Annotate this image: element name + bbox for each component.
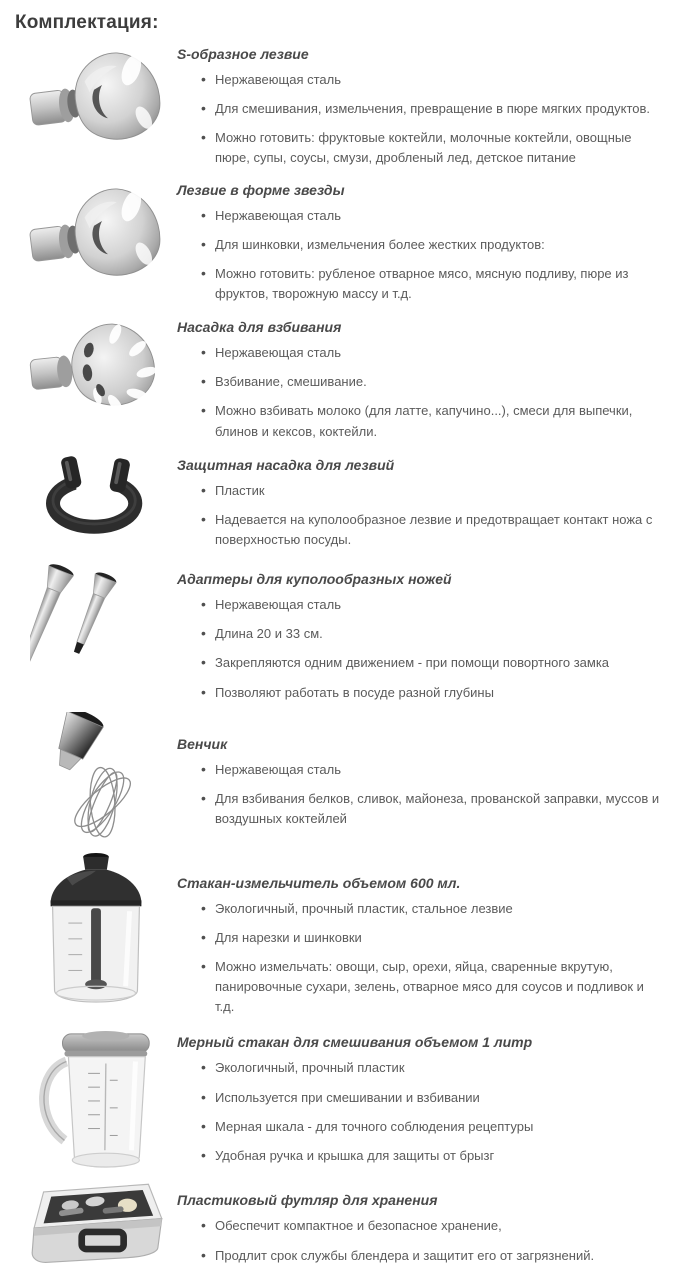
bullet-item: • Обеспечит компактное и безопасное хранение, <box>201 1216 663 1236</box>
section-title: Лезвие в форме звезды <box>177 181 345 198</box>
bullet-item: • Для взбивания белков, сливок, майонеза, прованской заправки, муссов и воздушных коктейлей <box>201 789 663 829</box>
sections-list <box>15 42 667 1276</box>
section-title: Адаптеры для куполообразных ножей <box>177 571 452 588</box>
adapters-image <box>15 559 177 689</box>
product-section <box>15 451 667 559</box>
whipping-disc-image <box>15 313 177 412</box>
bullet-item: • Можно готовить: рубленое отварное мясо, мясную подливу, пюре из фруктов, творожную массу и т.д. <box>201 264 663 304</box>
whisk-image <box>15 712 177 838</box>
section-title: Стакан-измельчитель объемом 600 мл. <box>177 874 461 891</box>
product-section <box>15 559 667 712</box>
bullet-item: • Надевается на куполообразное лезвие и предотвращает контакт ножа с поверхностью посуды. <box>201 510 663 550</box>
bullet-item: • Продлит срок службы блендера и защитит его от загрязнений. <box>201 1246 663 1266</box>
bullet-item: • Закрепляются одним движением - при помощи повортного замка <box>201 653 663 673</box>
bullet-list <box>177 70 663 169</box>
measuring-jug-image <box>15 1026 177 1170</box>
bullet-item: • Экологичный, прочный пластик, стальное лезвие <box>201 899 663 919</box>
bullet-item: • Экологичный, прочный пластик <box>201 1058 663 1078</box>
bullet-item: • Для шинковки, измельчения более жестких продуктов: <box>201 235 663 255</box>
section-content <box>177 178 667 314</box>
section-title: Венчик <box>177 735 228 752</box>
product-section <box>15 852 667 1027</box>
blade-guard-image <box>15 451 177 537</box>
bullet-item: • Длина 20 и 33 см. <box>201 624 663 644</box>
section-title: Насадка для взбивания <box>177 319 342 336</box>
bullet-item: • Для смешивания, измельчения, превращение в пюре мягких продуктов. <box>201 99 663 119</box>
bullet-item: • Нержавеющая сталь <box>201 595 663 615</box>
bullet-item: • Используется при смешивании и взбивании <box>201 1088 663 1108</box>
bullet-list <box>177 760 663 829</box>
product-section <box>15 1026 667 1176</box>
bullet-item: • Нержавеющая сталь <box>201 760 663 780</box>
bullet-item: • Позволяют работать в посуде разной глубины <box>201 683 663 703</box>
bullet-item: • Нержавеющая сталь <box>201 343 663 363</box>
bullet-item: • Пластик <box>201 481 663 501</box>
bullet-item: • Нержавеющая сталь <box>201 70 663 90</box>
section-content <box>177 42 667 178</box>
bullet-item: • Нержавеющая сталь <box>201 206 663 226</box>
section-title: Пластиковый футляр для хранения <box>177 1192 438 1209</box>
bullet-item: • Мерная шкала - для точного соблюдения рецептуры <box>201 1117 663 1137</box>
section-title: S-образное лезвие <box>177 46 309 62</box>
star-blade-image <box>15 178 177 283</box>
section-content <box>177 451 667 559</box>
page-title: Комплектация: <box>15 12 159 33</box>
section-content <box>177 1026 667 1175</box>
bullet-list <box>177 481 663 550</box>
bullet-item: • Удобная ручка и крышка для защиты от брызг <box>201 1146 663 1166</box>
bullet-item: • Можно взбивать молоко (для латте, капучино...), смеси для выпечки, блинов и кексов, коктейли. <box>201 401 663 441</box>
section-content <box>177 852 667 1027</box>
chopper-cup-image <box>15 852 177 1004</box>
product-section <box>15 1176 667 1276</box>
product-section <box>15 178 667 314</box>
section-content <box>177 313 667 451</box>
section-content <box>177 559 667 712</box>
bullet-list <box>177 206 663 305</box>
bullet-list <box>177 899 663 1018</box>
product-section <box>15 42 667 178</box>
bullet-list <box>177 1216 663 1265</box>
bullet-list <box>177 595 663 703</box>
section-title: Мерный стакан для смешивания объемом 1 литр <box>177 1034 533 1051</box>
bullet-item: • Для нарезки и шинковки <box>201 928 663 948</box>
section-content <box>177 712 667 838</box>
bullet-item: • Можно готовить: фруктовые коктейли, молочные коктейли, овощные пюре, супы, соусы, смузи, дробленый лед, детское питание <box>201 128 663 168</box>
section-content <box>177 1176 667 1274</box>
product-section <box>15 712 667 852</box>
s-blade-image <box>15 42 177 147</box>
bullet-list <box>177 343 663 442</box>
bullet-list <box>177 1058 663 1166</box>
storage-case-image <box>15 1176 177 1265</box>
section-title: Защитная насадка для лезвий <box>177 456 395 473</box>
product-section <box>15 313 667 451</box>
bullet-item: • Можно измельчать: овощи, сыр, орехи, яйца, сваренные вкрутую, панировочные сухари, зелень, отварное мясо для соусов и подливок и т.д. <box>201 957 663 1017</box>
bullet-item: • Взбивание, смешивание. <box>201 372 663 392</box>
